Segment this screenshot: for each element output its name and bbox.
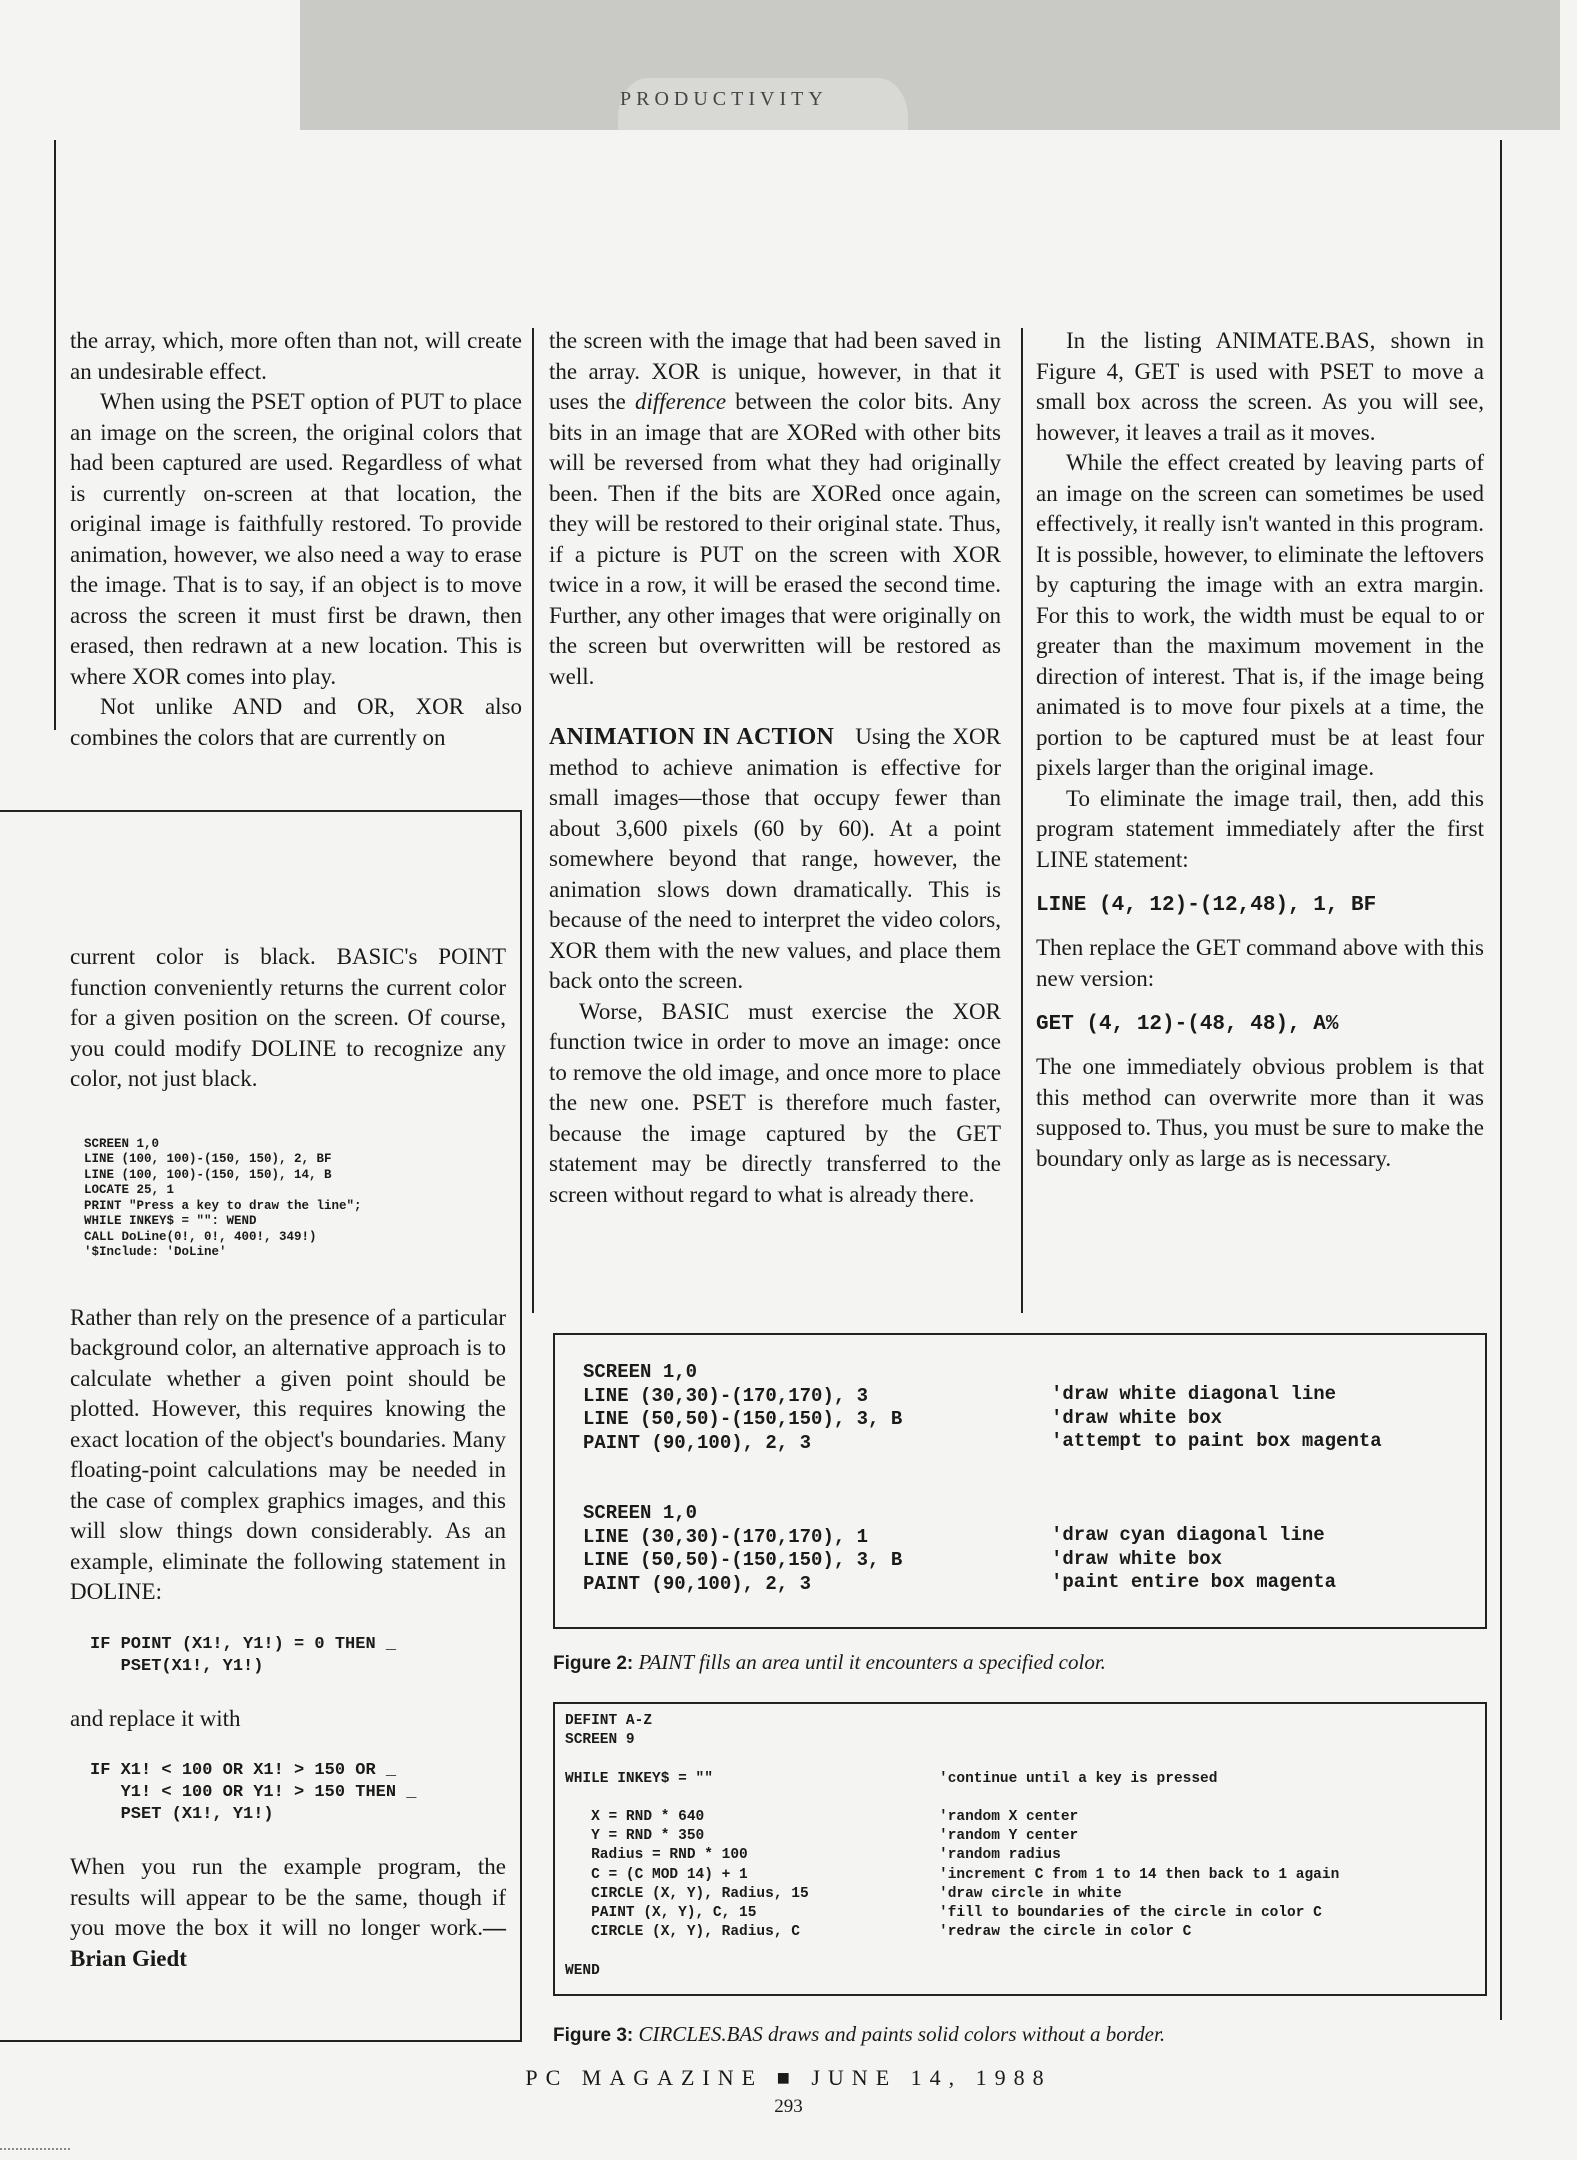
col1-paragraph-1: the array, which, more often than not, will create an undesirable effect. (70, 328, 522, 384)
column-3 (1036, 326, 1484, 1174)
col1-paragraph-3: Not unlike AND and OR, XOR also combines the colors that are currently on (70, 694, 522, 750)
figure-2-code: SCREEN 1,0 LINE (30,30)-(170,170), 3 LINE (50,50)-(150,150), 3, B PAINT (90,100), 2, 3 SCREEN 1,0 LINE (30,30)-(170,170), 1 LINE (50,50)-(150,150), 3, B PAINT (90,100), 2, 3 (583, 1361, 903, 1595)
col3-paragraph-3: To eliminate the image trail, then, add this program statement immediately after the first LINE statement: (1036, 785, 1484, 872)
figure-2-comments: 'draw white diagonal line 'draw white box 'attempt to paint box magenta 'draw cyan diagonal line 'draw white box 'paint entire box magenta (1051, 1383, 1382, 1593)
figure-2-caption (553, 1650, 1106, 1675)
sidebar-paragraph-2: Rather than rely on the presence of a particular background color, an alternative approach is to calculate whether a given point should be plotted. However, this requires knowing the exact location of the object's boundaries. Many floating-point calculations may be needed in the case of complex graphics images, and this will slow things down considerably. As an example, eliminate the following statement in DOLINE: (70, 1304, 506, 1604)
section-label: PRODUCTIVITY (620, 88, 828, 110)
sidebar-paragraph-3: and replace it with (70, 1705, 241, 1731)
magazine-footer: PC MAGAZINE ■ JUNE 14, 1988 (525, 2065, 1052, 2090)
column-rule-2 (1021, 328, 1023, 1313)
col3-paragraph-4: Then replace the GET command above with this new version: (1036, 935, 1484, 991)
col2-p2-text: Using the XOR method to achieve animation is effective for small images—those that occupy fewer than about 3,600 pixels (60 by 60). At a point somewhere beyond that range, however, the animation slows down dramatically. This is because of the need to interpret the video colors, XOR them with the new values, and place them back onto the screen. (549, 724, 1001, 993)
sidebar-content (70, 942, 506, 1974)
col3-code-2: GET (4, 12)-(48, 48), A% (1036, 1013, 1339, 1036)
sidebar-author: —Brian Giedt (70, 1915, 506, 1971)
column-rule-1 (532, 328, 534, 1313)
sidebar-code-3: IF X1! < 100 OR X1! > 150 OR _ Y1! < 100 OR Y1! > 150 THEN _ PSET (X1!, Y1!) (90, 1761, 417, 1824)
right-frame-rule (1500, 140, 1502, 2020)
header-band (300, 0, 1560, 130)
col2-paragraph-1 (549, 326, 1001, 692)
sidebar-code-1: SCREEN 1,0 LINE (100, 100)-(150, 150), 2, BF LINE (100, 100)-(150, 150), 14, B LOCATE 25, 1 PRINT "Press a key to draw the line"; WHILE INKEY$ = "": WEND CALL DoLine(0!, 0!, 400!, 349!) '$Include: 'DoLine' (84, 1136, 362, 1259)
column-1 (70, 326, 522, 753)
figure-3-code: DEFINT A-Z SCREEN 9 WHILE INKEY$ = "" X = RND * 640 Y = RND * 350 Radius = RND * 100 C = (C MOD 14) + 1 CIRCLE (X, Y), Radius, 15 PAINT (X, Y), C, 15 CIRCLE (X, Y), Radius, C WEND (565, 1713, 809, 1979)
sidebar-paragraph-4 (70, 1852, 506, 1974)
sidebar-paragraph-1: current color is black. BASIC's POINT function conveniently returns the current color for a given position on the screen. Of course, you could modify DOLINE to recognize any color, not just black. (70, 944, 506, 1091)
left-frame-rule (54, 140, 56, 730)
col1-paragraph-2: When using the PSET option of PUT to place an image on the screen, the original colors that had been captured are used. Regardless of what is currently on-screen at that location, the original image is faithfully restored. To provide animation, however, we also need a way to erase the image. That is to say, if an object is to move across the screen it must first be drawn, then erased, then redrawn at a new location. This is where XOR comes into play. (70, 389, 522, 689)
figure-2-caption-text: PAINT fills an area until it encounters a specified color. (638, 1650, 1106, 1674)
sidebar-box (0, 810, 522, 2042)
col3-code-1: LINE (4, 12)-(12,48), 1, BF (1036, 894, 1377, 917)
figure-2-box (553, 1333, 1487, 1629)
figure-3-comments: 'continue until a key is pressed 'random X center 'random Y center 'random radius 'increment C from 1 to 14 then back to 1 again 'draw circle in white 'fill to boundaries of the circle in color C 'redraw the circle in color C (939, 1770, 1340, 1941)
header-margin (0, 0, 300, 100)
section-heading: ANIMATION IN ACTION (549, 724, 835, 750)
col2-p1-a: the screen with the image that had been saved in the array. XOR is unique, however, in that it uses the (549, 328, 1001, 414)
page-number: 293 (774, 2096, 803, 2117)
column-2 (549, 326, 1001, 1210)
figure-3-caption-text: CIRCLES.BAS draws and paints solid colors without a border. (638, 2022, 1166, 2046)
col2-paragraph-3: Worse, BASIC must exercise the XOR function twice in order to move an image: once to remove the old image, and once more to place the new one. PSET is therefore much faster, because the image captured by the GET statement may be directly transferred to the screen without regard to what is already there. (549, 998, 1001, 1207)
col3-paragraph-5: The one immediately obvious problem is that this method can overwrite more than it was supposed to. Thus, you must be sure to make the boundary only as large as is necessary. (1036, 1054, 1484, 1171)
col2-p1-b: between the color bits. Any bits in an image that are XORed with other bits will be reversed from what they had originally been. Then if the bits are XORed once again, they will be restored to their original state. Thus, if a picture is PUT on the screen with XOR twice in a row, it will be erased the second time. Further, any other images that were originally on the screen but overwritten will be restored as well. (549, 389, 1001, 689)
col3-paragraph-1: In the listing ANIMATE.BAS, shown in Figure 4, GET is used with PSET to move a small box across the screen. As you will see, however, it leaves a trail as it moves. (1036, 328, 1484, 445)
col3-paragraph-2: While the effect created by leaving parts of an image on the screen can sometimes be used effectively, it really isn't wanted in this program. It is possible, however, to eliminate the leftovers by capturing the image with an extra margin. For this to work, the width must be equal to or greater than the maximum movement in the direction of interest. That is, if the image being animated is to move four pixels at a time, the portion to be captured must be at least four pixels larger than the original image. (1036, 450, 1484, 780)
sidebar-paragraph-4-text: When you run the example program, the results will appear to be the same, though if you move the box it will no longer work. (70, 1854, 506, 1940)
figure-3-label: Figure 3: (553, 2025, 634, 2046)
sidebar-code-2: IF POINT (X1!, Y1!) = 0 THEN _ PSET(X1!, Y1!) (90, 1634, 397, 1676)
col2-paragraph-2 (549, 722, 1001, 997)
figure-3-box (553, 1702, 1487, 1996)
col2-p1-emphasis: difference (634, 389, 727, 414)
figure-2-label: Figure 2: (553, 1653, 634, 1674)
corner-dots (0, 2148, 70, 2152)
figure-3-caption (553, 2022, 1165, 2047)
